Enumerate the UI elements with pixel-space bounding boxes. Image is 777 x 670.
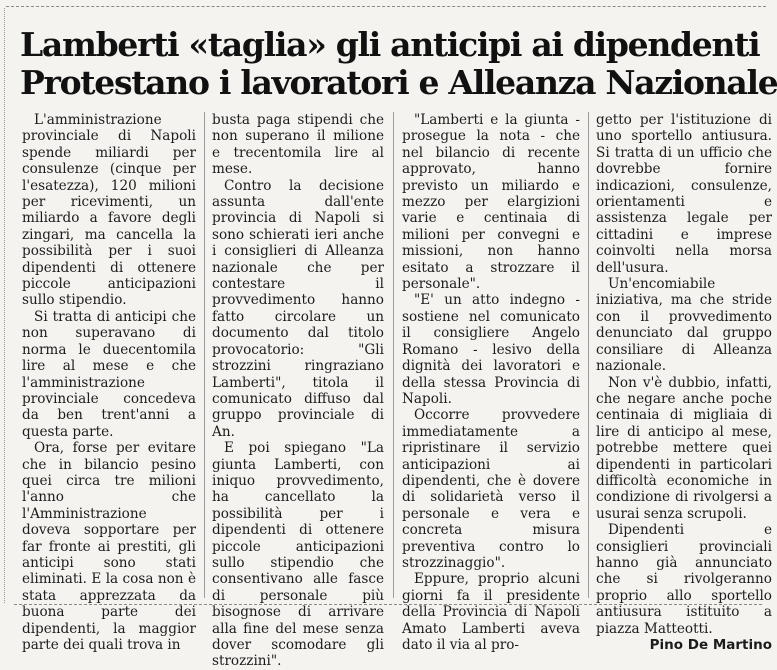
top-border-rule [6, 6, 766, 7]
paragraph: Occorre provvedere immediatamente a ripristinare il servizio anticipazioni ai dipendenti, che è dovere di solidarietà verso il personale e vera e concreta misura preventiva contro lo strozzinaggio". [402, 407, 580, 571]
column-divider [393, 112, 394, 598]
column-1 [22, 112, 196, 653]
column-divider [588, 112, 589, 598]
paragraph: Un'encomiabile iniziativa, ma che stride con il provvedimento denunciato dal gruppo consiliare di Alleanza nazionale. [596, 276, 772, 375]
column-divider [204, 112, 205, 598]
column-2 [212, 112, 384, 670]
paragraph: Ora, forse per evitare che in bilancio pesino quei circa tre milioni l'anno che l'Amministrazione doveva sopportare per far fronte ai prestiti, gli anticipi sono stati eliminati. E la cosa non è stata apprezzata da buona parte dei dipendenti, la maggior parte dei quali trova in [22, 440, 196, 653]
paragraph: Non v'è dubbio, infatti, che negare anche poche centinaia di migliaia di lire di anticipo al mese, potrebbe mettere quei dipendenti in particolari difficoltà economiche in condizione di rivolgersi a usurai senza scrupoli. [596, 374, 772, 522]
paragraph: busta paga stipendi che non superano il milione e trecentomila lire al mese. [212, 112, 384, 178]
paragraph: getto per l'istituzione di uno sportello antiusura. Si tratta di un ufficio che dovrebbe fornire indicazioni, consulenze, orientamenti e assistenza legale per cittadini e imprese coinvolti nella morsa dell'usura. [596, 112, 772, 276]
author-signature: Pino De Martino [649, 637, 772, 653]
bottom-border-rule [14, 604, 762, 605]
headline-line-2: Protestano i lavoratori e Alleanza Nazionale [20, 63, 777, 102]
paragraph: Dipendenti e consiglieri provinciali hanno già annunciato che si rivolgeranno proprio allo sportello antiusura istituito a piazza Matteotti. [596, 522, 772, 637]
column-4 [596, 112, 772, 653]
headline [20, 25, 777, 102]
headline-line-1: Lamberti «taglia» gli anticipi ai dipendenti [20, 25, 760, 64]
paragraph: Eppure, proprio alcuni giorni fa il presidente della Provincia di Napoli Amato Lamberti aveva dato il via al pro- [402, 571, 580, 653]
paragraph: L'amministrazione provinciale di Napoli spende miliardi per consulenze (cinque per l'esatezza), 120 milioni per ricevimenti, un miliardo a favore degli zingari, ma cancella la possibilità per i suoi dipendenti di ottenere piccole anticipazioni sullo stipendio. [22, 112, 196, 309]
paragraph: "Lamberti e la giunta - prosegue la nota - che nel bilancio di recente approvato, hanno previsto un miliardo e mezzo per elargizioni varie e centinaia di milioni per convegni e missioni, non hanno esitato a strozzare il personale". [402, 112, 580, 293]
paragraph: "E' un atto indegno - sostiene nel comunicato il consigliere Angelo Romano - lesivo della dignità dei lavoratori e della stessa Provincia di Napoli. [402, 292, 580, 407]
column-3 [402, 112, 580, 653]
paragraph: Si tratta di anticipi che non superavano di norma le duecentomila lire al mese e che l'amministrazione provinciale concedeva da ben trent'anni a questa parte. [22, 308, 196, 440]
left-border-rule [4, 8, 5, 603]
paragraph: Contro la decisione assunta dall'ente provincia di Napoli si sono schierati ieri anche i consiglieri di Alleanza nazionale che per contestare il provvedimento hanno fatto circolare un documento dal titolo provocatorio: "Gli strozzini ringraziano Lamberti", titola il comunicato diffuso dal gruppo provinciale di An. [212, 177, 384, 440]
paragraph: E poi spiegano "La giunta Lamberti, con iniquo provvedimento, ha cancellato la possibilità per i dipendenti di ottenere piccole anticipazioni sullo stipendio che consentivano alle fasce di personale più bisognose di arrivare alla fine del mese senza dover scomodare gli strozzini". [212, 440, 384, 670]
